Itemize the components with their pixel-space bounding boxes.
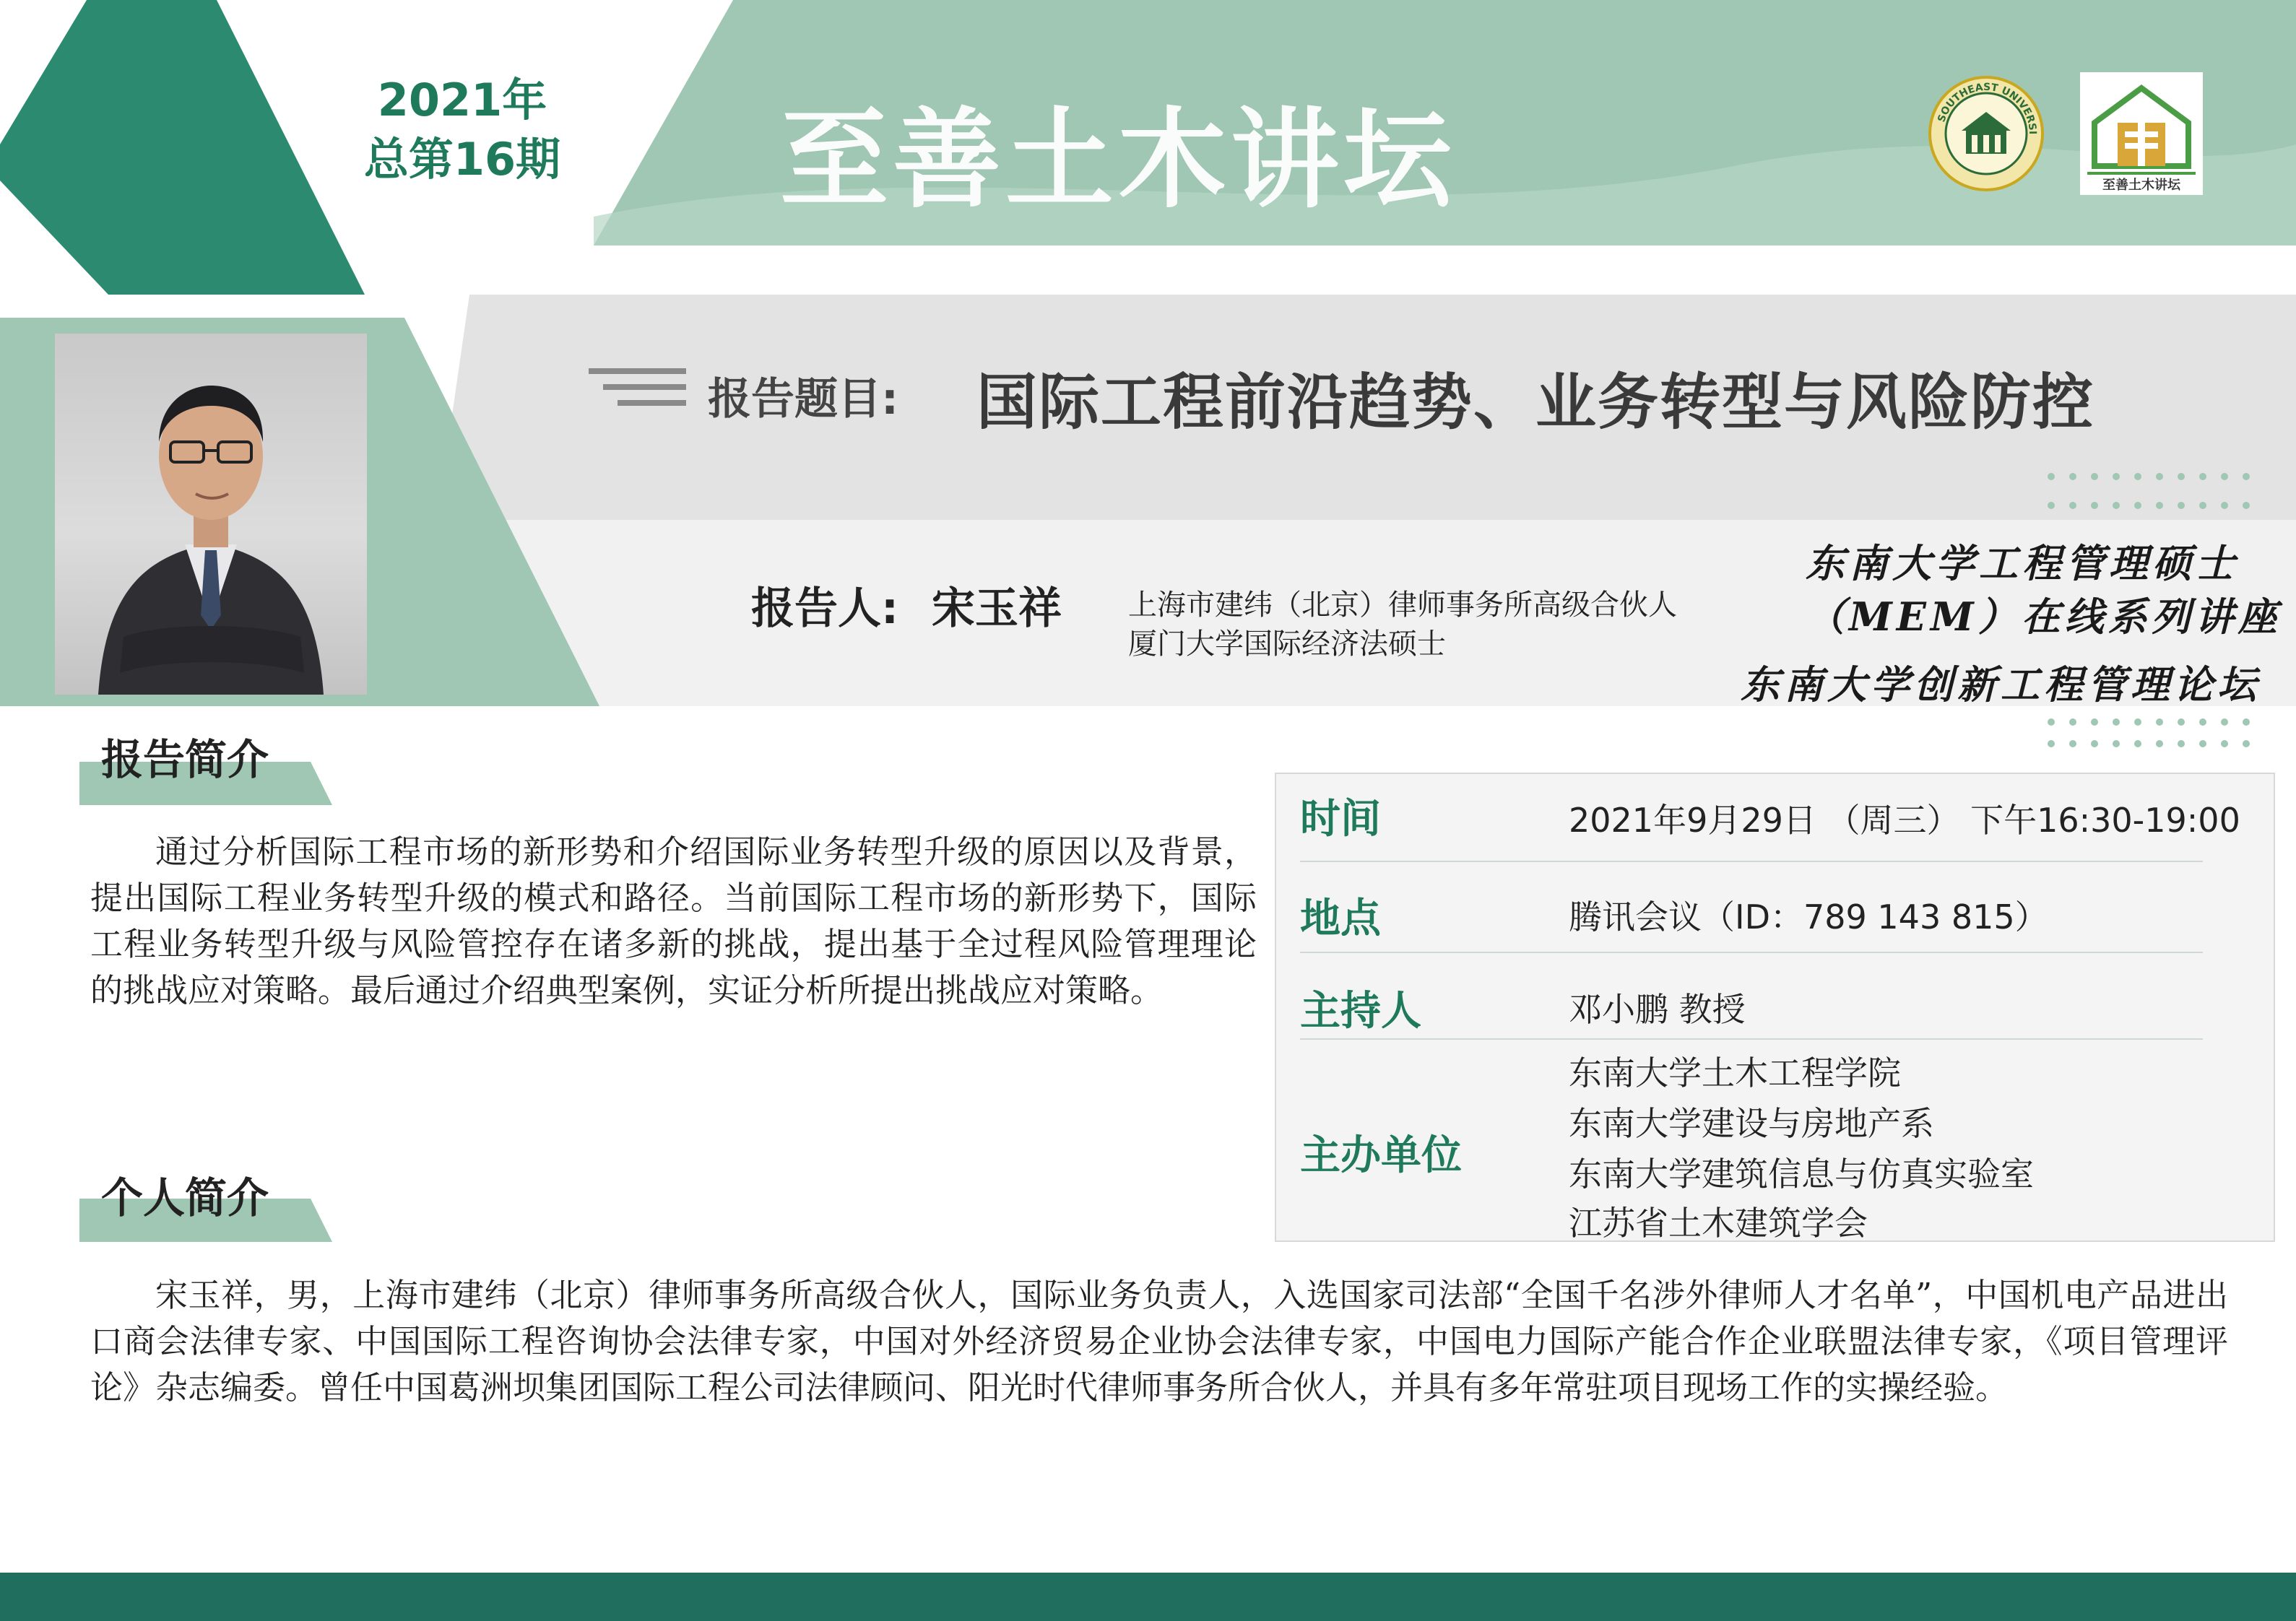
organizer-item: 东南大学土木工程学院 — [1569, 1053, 1901, 1092]
organizer-item: 东南大学建筑信息与仿真实验室 — [1569, 1155, 2034, 1194]
speaker-title-line: 上海市建纬（北京）律师事务所高级合伙人 — [1128, 588, 1677, 622]
forum-title: 至善土木讲坛 — [780, 97, 1457, 223]
svg-text:至善土木讲坛: 至善土木讲坛 — [2102, 178, 2180, 193]
university-logo — [1928, 76, 2044, 191]
bio-heading: 个人简介 — [101, 1173, 269, 1222]
forum-logo — [2080, 72, 2203, 195]
organizer-item: 东南大学建设与房地产系 — [1569, 1104, 1934, 1143]
speaker-photo — [55, 334, 367, 695]
time-value: 2021年9月29日 （周三） 下午16:30-19:00 — [1569, 801, 2240, 840]
organizer-label: 主办单位 — [1300, 1132, 1462, 1179]
speaker-label: 报告人: — [751, 583, 898, 634]
series-line: 东南大学工程管理硕士 — [1806, 540, 2239, 586]
place-value: 腾讯会议（ID：789 143 815） — [1569, 898, 2048, 936]
place-label: 地点 — [1300, 895, 1381, 942]
info-divider — [1300, 1038, 2203, 1040]
issue-year: 2021年 — [377, 74, 547, 126]
report-title-label: 报告题目: — [708, 374, 898, 425]
info-divider — [1300, 861, 2203, 862]
svg-text:SOUTHEAST UNIVERSITY: SOUTHEAST UNIVERSI — [1936, 81, 2039, 135]
organizer-item: 江苏省土木建筑学会 — [1569, 1204, 1868, 1243]
issue-number: 总第16期 — [363, 133, 561, 186]
intro-heading: 报告简介 — [101, 735, 269, 784]
host-label: 主持人 — [1300, 988, 1421, 1035]
time-label: 时间 — [1300, 796, 1381, 843]
speaker-name: 宋玉祥 — [932, 583, 1062, 634]
info-divider — [1300, 952, 2203, 953]
host-value: 邓小鹏 教授 — [1569, 990, 1746, 1029]
report-title: 国际工程前沿趋势、业务转型与风险防控 — [976, 367, 2095, 438]
bio-paragraph: 宋玉祥，男，上海市建纬（北京）律师事务所高级合伙人，国际业务负责人，入选国家司法部“全国千名涉外律师人才名单”，中国机电产品进出口商会法律专家、中国国际工程咨询协会法律专家，中国对外经济贸易企业协会法律专家，中国电力国际产能合作企业联盟法律专家，《项目管理评论》杂志编委。曾任中国葛洲坝集团国际工程公司法律顾问、阳光时代律师事务所合伙人，并具有多年常驻项目现场工作的实操经验。 — [90, 1276, 2228, 1407]
series-line: （MEM）在线系列讲座 — [1806, 594, 2282, 640]
speaker-title-line: 厦门大学国际经济法硕士 — [1128, 627, 1446, 661]
intro-paragraph: 通过分析国际工程市场的新形势和介绍国际业务转型升级的原因以及背景，提出国际工程业务转型升级的模式和路径。当前国际工程市场的新形势下，国际工程业务转型升级与风险管控存在诸多新的挑战，提出基于全过程风险管理理论的挑战应对策略。最后通过介绍典型案例，实证分析所提出挑战应对策略。 — [90, 833, 1257, 1009]
series-line: 东南大学创新工程管理论坛 — [1741, 661, 2261, 708]
bottom-bar — [0, 1573, 2296, 1621]
